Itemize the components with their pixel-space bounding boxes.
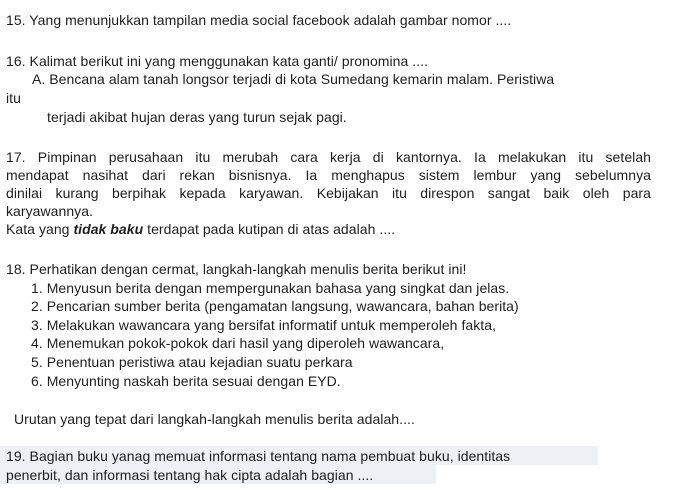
question-17-prompt-start: Kata yang — [6, 221, 74, 237]
question-17-emphasis: tidak baku — [73, 221, 144, 237]
question-18-stem: 18. Perhatikan dengan cermat, langkah-langkah menulis berita berikut ini! — [6, 261, 467, 277]
question-18-step: 1. Menyusun berita dengan mempergunakan bahasa yang singkat dan jelas. — [31, 280, 510, 296]
question-16-option-a-line-1: A. Bencana alam tanah longsor terjadi di kota Sumedang kemarin malam. Peristiwa — [32, 71, 555, 87]
question-16-option-a-line-2: itu — [6, 90, 21, 106]
question-16-stem: 16. Kalimat berikut ini yang menggunakan kata ganti/ pronomina .... — [6, 53, 429, 69]
question-17-line-1: 17. Pimpinan perusahaan itu merubah cara kerja di kantornya. Ia melakukan itu setelah — [6, 149, 651, 165]
question-16-option-a-line-3: terjadi akibat hujan deras yang turun sejak pagi. — [47, 109, 347, 125]
question-18-step: 6. Menyunting naskah berita sesuai dengan EYD. — [31, 373, 341, 389]
question-17-prompt-end: terdapat pada kutipan di atas adalah .... — [143, 221, 396, 237]
question-18-step: 3. Melakukan wawancara yang bersifat informatif untuk memperoleh fakta, — [31, 317, 497, 333]
question-18-step: 4. Menemukan pokok-pokok dari hasil yang diperoleh wawancara, — [31, 335, 445, 351]
question-19-line-2: penerbit, dan informasi tentang hak cipta adalah bagian .... — [6, 467, 374, 483]
question-17-prompt — [6, 220, 395, 238]
question-17-line-3: dinilai kurang berpihak kepada karyawan. Kebijakan itu direspon sangat baik oleh para — [6, 185, 651, 201]
question-18-question: Urutan yang tepat dari langkah-langkah menulis berita adalah.... — [14, 411, 415, 427]
question-15: 15. Yang menunjukkan tampilan media social facebook adalah gambar nomor .... — [6, 12, 512, 28]
question-17-line-2: mendapat nasihat dari rekan bisnisnya. Ia menghapus sistem lembur yang sebelumnya — [6, 167, 651, 183]
question-19-line-1: 19. Bagian buku yanag memuat informasi tentang nama pembuat buku, identitas — [6, 448, 511, 464]
question-18-step: 5. Penentuan peristiwa atau kejadian suatu perkara — [31, 354, 353, 370]
question-18-step: 2. Pencarian sumber berita (pengamatan langsung, wawancara, bahan berita) — [31, 298, 519, 314]
question-17-line-4: karyawannya. — [6, 203, 93, 219]
